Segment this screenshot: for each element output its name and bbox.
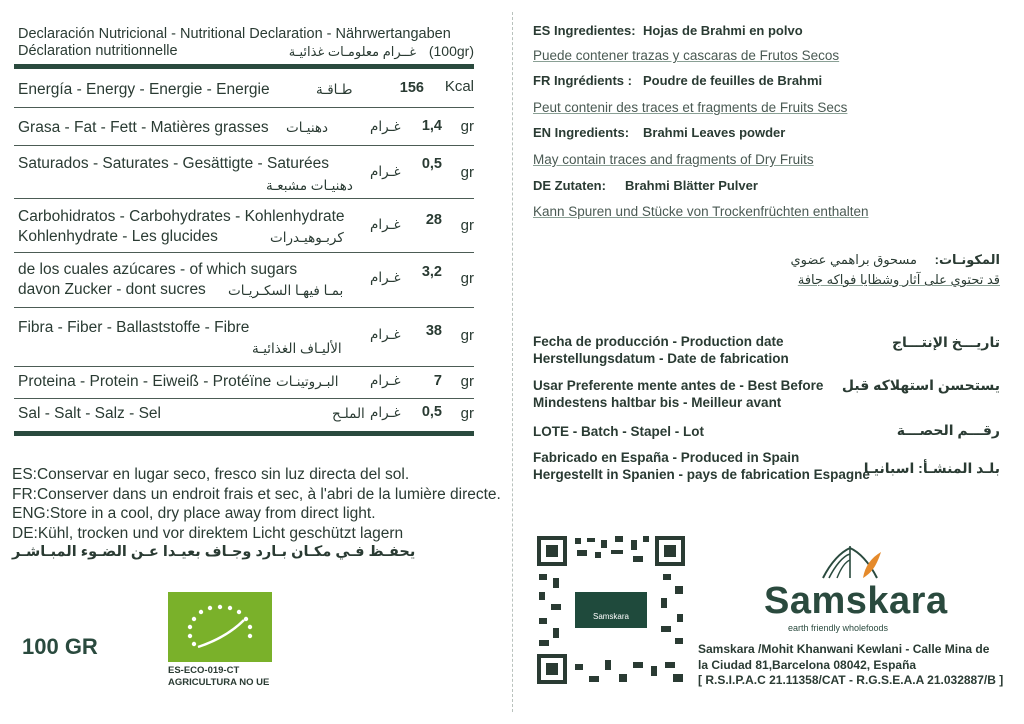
row-value: 156 <box>399 80 424 96</box>
ingredients-es <box>533 23 803 38</box>
row-unit: gr <box>460 373 474 390</box>
address-line2: la Ciudad 81,Barcelona 08042, España <box>698 657 917 672</box>
company-address <box>698 642 1010 689</box>
ingredients-de <box>533 178 758 193</box>
allergen-trace-en: May contain traces and fragments of Dry Fruits <box>533 152 814 167</box>
ingredients-ar-key: المكونـات: <box>934 252 1000 267</box>
ingredients-key: EN Ingredients: <box>533 125 630 140</box>
row-value: 7 <box>433 373 442 389</box>
ingredients-ar-value: مسحوق براهمي عضوي <box>790 252 917 267</box>
row-unit-arabic: غـرام <box>370 119 401 134</box>
qr-code-icon[interactable] <box>535 534 687 686</box>
row-label-arabic: طـاقـة <box>316 82 353 97</box>
meta-line1: Fabricado en España - Produced in Spain <box>533 450 800 465</box>
nutrition-top-bar <box>14 64 474 69</box>
net-weight: 100 GR <box>22 634 98 659</box>
storage-en: ENG:Store in a cool, dry place away from direct light. <box>12 505 376 522</box>
eu-code: ES-ECO-019-CT <box>168 665 240 676</box>
row-divider <box>14 145 474 146</box>
meta-line2: Hergestellt in Spanien - pays de fabrication Espagne <box>533 467 870 482</box>
nutrition-row-sugars <box>16 258 474 304</box>
best-before <box>533 377 823 411</box>
row-label-arabic: دهنيـات <box>286 120 329 135</box>
storage-fr: FR:Conserver dans un endroit frais et sec, à l'abri de la lumière directe. <box>12 485 501 503</box>
storage-ar: يحفـظ فـي مكـان بـارد وجـاف بعيـدا عـن الضـوء المبـاشـر <box>12 544 416 560</box>
allergen-trace-es: Puede contener trazas y cascaras de Frutos Secos <box>533 48 840 63</box>
row-label-arabic: الأليـاف الغذائيـة <box>252 341 342 356</box>
eu-organic-leaf-icon <box>168 592 272 662</box>
row-divider <box>14 366 474 367</box>
row-label-arabic: دهنيـات مشبعـة <box>266 178 353 193</box>
row-label: Proteina - Protein - Eiweiß - Protéïne <box>18 373 272 390</box>
nutrition-row-protein <box>16 372 474 396</box>
nutrition-title-arabic: غــرام معلومـات غذائيـة <box>288 44 416 59</box>
row-label: Saturados - Saturates - Gesättigte - Saturées <box>18 155 330 172</box>
row-unit: gr <box>460 164 474 181</box>
row-label-arabic: كربـوهيـدرات <box>270 230 344 245</box>
row-unit-arabic: غـرام <box>370 270 401 285</box>
ingredients-key: FR Ingrédients : <box>533 73 632 88</box>
ingredients-ar <box>790 250 1000 290</box>
row-value: 3,2 <box>421 264 442 280</box>
row-unit: Kcal <box>444 78 474 95</box>
meta-line2: Herstellungsdatum - Date de fabrication <box>533 351 789 366</box>
nutrition-bottom-bar <box>14 431 474 436</box>
production-date <box>533 333 789 367</box>
row-unit-arabic: غـرام <box>370 373 401 388</box>
brand-tagline: earth friendly wholefoods <box>788 623 889 633</box>
row-divider <box>14 398 474 399</box>
nutrition-row-salt <box>16 404 474 428</box>
row-label-line2: davon Zucker - dont sucres <box>18 281 206 298</box>
meta-line2: Mindestens haltbar bis - Meilleur avant <box>533 395 782 410</box>
nutrition-row-fat <box>16 116 474 140</box>
ingredients-en <box>533 125 786 140</box>
row-unit-arabic: غـرام <box>370 405 401 420</box>
nutrition-header <box>18 26 474 60</box>
nutrition-row-energy <box>16 78 474 104</box>
meta-line1: Fecha de producción - Production date <box>533 334 784 349</box>
ingredients-key: DE Zutaten: <box>533 178 606 193</box>
nutrition-per-100g: (100gr) <box>428 43 474 59</box>
row-label-arabic: بمـا فيهـا السكـريـات <box>228 283 344 298</box>
allergen-trace-de: Kann Spuren und Stücke von Trockenfrüchten enthalten <box>533 204 869 219</box>
row-unit-arabic: غـرام <box>370 327 401 342</box>
meta-line1: Usar Preferente mente antes de - Best Before <box>533 378 824 393</box>
row-label: Grasa - Fat - Fett - Matières grasses <box>18 119 269 136</box>
storage-es: ES:Conservar en lugar seco, fresco sin luz directa del sol. <box>12 466 410 483</box>
row-unit: gr <box>460 405 474 422</box>
row-unit: gr <box>460 217 474 234</box>
allergen-trace-ar: قد تحتوي على آثار وشظايا فواكه جافة <box>797 272 1000 287</box>
nutrition-row-fiber <box>16 316 474 362</box>
row-value: 1,4 <box>421 118 442 134</box>
row-divider <box>14 107 474 108</box>
samskara-logo-icon <box>815 538 885 582</box>
brand-name: Samskara <box>764 580 948 622</box>
eu-origin: AGRICULTURA NO UE <box>168 677 270 688</box>
row-label: Sal - Salt - Salz - Sel <box>18 405 161 422</box>
batch-lot-ar: رقـــم الحصـــة <box>896 422 1000 438</box>
country-of-origin <box>533 449 870 483</box>
storage-instructions <box>12 465 501 563</box>
row-label: Energía - Energy - Energie - Energie <box>18 81 270 98</box>
production-date-ar: تاريـــخ الإنتـــاج <box>891 334 1000 350</box>
row-label: Fibra - Fiber - Ballaststoffe - Fibre <box>18 319 250 336</box>
row-unit: gr <box>460 327 474 344</box>
row-label: de los cuales azúcares - of which sugars <box>18 261 298 278</box>
row-value: 0,5 <box>421 156 442 172</box>
batch-lot <box>533 423 704 440</box>
ingredients-value: Hojas de Brahmi en polvo <box>643 23 803 38</box>
row-label-arabic: البـروتينـات <box>276 374 339 389</box>
row-divider <box>14 252 474 253</box>
row-unit-arabic: غـرام <box>370 217 401 232</box>
row-label-arabic: الملـح <box>332 406 365 421</box>
allergen-trace-fr: Peut contenir des traces et fragments de Fruits Secs <box>533 100 848 115</box>
row-value: 28 <box>425 212 442 228</box>
row-unit-arabic: غـرام <box>370 164 401 179</box>
row-label-line2: Kohlenhydrate - Les glucides <box>18 228 218 245</box>
address-line3: [ R.S.I.P.A.C 21.11358/CAT - R.G.S.E.A.A 21.032887/B ] <box>698 673 1004 687</box>
row-value: 0,5 <box>421 404 442 420</box>
nutrition-title-line2: Déclaration nutritionnelle <box>18 43 178 59</box>
eu-organic-code <box>168 665 269 689</box>
nutrition-row-saturates <box>16 152 474 194</box>
row-label: Carbohidratos - Carbohydrates - Kohlenhydrate <box>18 208 345 225</box>
row-divider <box>14 198 474 199</box>
nutrition-title-line1: Declaración Nutricional - Nutritional Declaration - Nährwertangaben <box>18 26 451 42</box>
ingredients-value: Brahmi Leaves powder <box>643 125 786 140</box>
column-divider <box>512 12 513 712</box>
ingredients-value: Brahmi Blätter Pulver <box>625 178 758 193</box>
row-unit: gr <box>460 118 474 135</box>
nutrition-row-carbohydrates <box>16 205 474 249</box>
storage-de: DE:Kühl, trocken und vor direktem Licht geschützt lagern <box>12 524 404 542</box>
ingredients-fr <box>533 73 823 88</box>
best-before-ar: يستحسن استهلاكه قبل <box>841 377 1000 393</box>
meta-line1: LOTE - Batch - Stapel - Lot <box>533 424 704 439</box>
ingredients-value: Poudre de feuilles de Brahmi <box>643 73 823 88</box>
row-value: 38 <box>425 323 442 339</box>
country-of-origin-ar: بلـد المنشـأ: اسبانيـا <box>863 460 1000 476</box>
row-divider <box>14 307 474 308</box>
ingredients-key: ES Ingredientes: <box>533 23 636 38</box>
address-line1: Samskara /Mohit Khanwani Kewlani - Calle Mina de <box>698 642 990 656</box>
qr-brand-label: Samskara <box>592 612 629 621</box>
row-unit: gr <box>460 270 474 287</box>
